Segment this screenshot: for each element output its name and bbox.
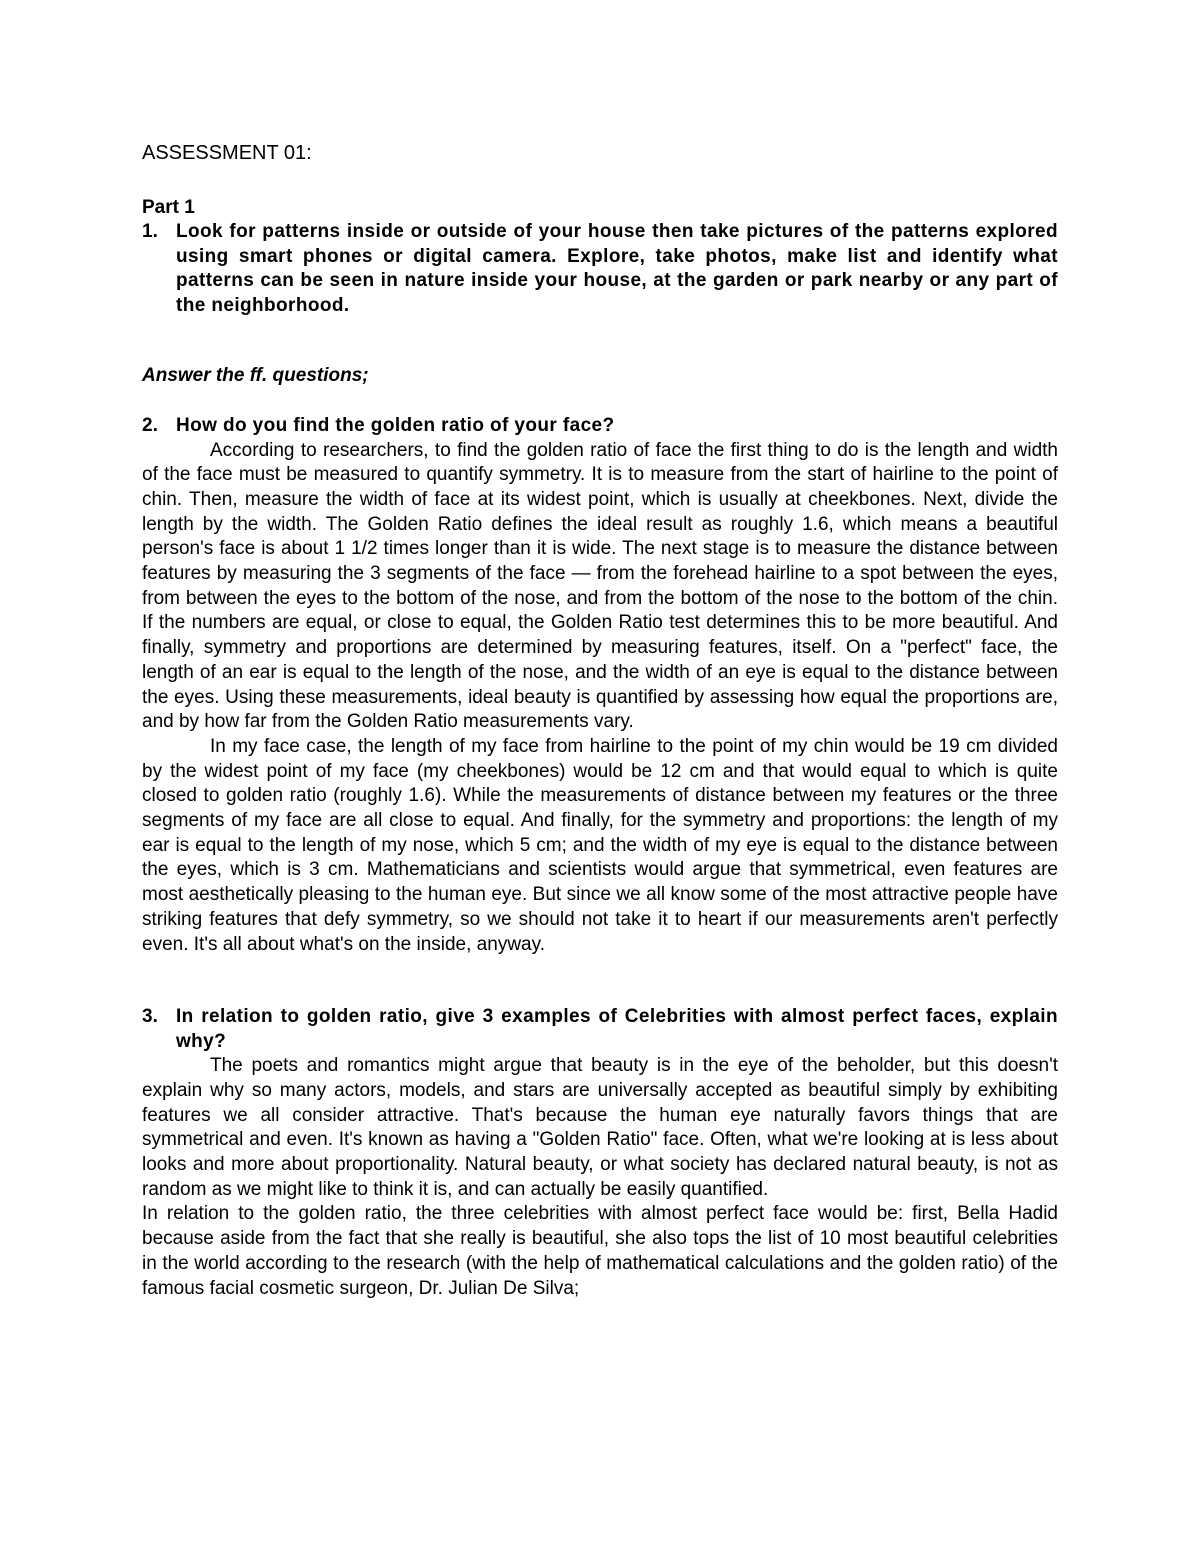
question-2 (142, 414, 1058, 439)
question-3-text: In relation to golden ratio, give 3 examples of Celebrities with almost perfect faces, explain why? (176, 1006, 1058, 1052)
questions-intro: Answer the ff. questions; (142, 365, 369, 386)
document-title: ASSESSMENT 01: (142, 142, 312, 164)
answer-3-paragraph-1: The poets and romantics might argue that beauty is in the eye of the beholder, but this doesn't explain why so many actors, models, and stars are universally accepted as beautiful simply by exhibiting features we all consider attractive. That's because the human eye naturally favors things that are symmetrical and even. It's known as having a "Golden Ratio" face. Often, what we're looking at is less about looks and more about proportionality. Natural beauty, or what society has declared natural beauty, is not as random as we might like to think it is, and can actually be easily quantified. (142, 1055, 1058, 1200)
part-1-label: Part 1 (142, 197, 195, 218)
answer-3-paragraph-2: In relation to the golden ratio, the three celebrities with almost perfect face would be: first, Bella Hadid because aside from the fact that she really is beautiful, she also tops the list of 10 most beautiful celebrities in the world according to the research (with the help of mathematical calculations and the golden ratio) of the famous facial cosmetic surgeon, Dr. Julian De Silva; (142, 1203, 1058, 1299)
answer-2-paragraph-2: In my face case, the length of my face from hairline to the point of my chin would be 19 cm divided by the widest point of my face (my cheekbones) would be 12 cm and that would equal to which is quite closed to golden ratio (roughly 1.6). While the measurements of distance between my features or the three segments of my face are all close to equal. And finally, for the symmetry and proportions: the length of my ear is equal to the length of my nose, which 5 cm; and the width of my eye is equal to the distance between the eyes, which is 3 cm. Mathematicians and scientists would argue that symmetrical, even features are most aesthetically pleasing to the human eye. But since we all know some of the most attractive people have striking features that defy symmetry, so we should not take it to heart if our measurements aren't perfectly even. It's all about what's on the inside, anyway. (142, 735, 1058, 955)
question-2-text: How do you find the golden ratio of your face? (176, 415, 615, 436)
question-3-number: 3. (142, 1006, 158, 1028)
question-2-number: 2. (142, 415, 158, 436)
document-page (142, 140, 1058, 1301)
answer-2-paragraph-1: According to researchers, to find the golden ratio of face the first thing to do is the length and width of the face must be measured to quantify symmetry. It is to measure from the start of hairline to the point of chin. Then, measure the width of face at its widest point, which is usually at cheekbones. Next, divide the length by the width. The Golden Ratio defines the ideal result as roughly 1.6, which means a beautiful person's face is about 1 1/2 times longer than it is wide. The next stage is to measure the distance between features by measuring the 3 segments of the face — from the forehead hairline to a spot between the eyes, from between the eyes to the bottom of the nose, and from the bottom of the nose to the bottom of the chin. If the numbers are equal, or close to equal, the Golden Ratio test determines this to be more beautiful. And finally, symmetry and proportions are determined by measuring features, itself. On a "perfect" face, the length of an ear is equal to the length of the nose, and the width of an eye is equal to the distance between the eyes. Using these measurements, ideal beauty is quantified by assessing how equal the proportions are, and by how far from the Golden Ratio measurements vary. (142, 439, 1058, 733)
question-3 (142, 1005, 1058, 1054)
question-1-text: Look for patterns inside or outside of your house then take pictures of the patterns explored using smart phones or digital camera. Explore, take photos, make list and identify what patterns can be seen in nature inside your house, at the garden or park nearby or any part of the neighborhood. (176, 221, 1058, 316)
question-1 (142, 220, 1058, 318)
question-1-number: 1. (142, 221, 158, 242)
